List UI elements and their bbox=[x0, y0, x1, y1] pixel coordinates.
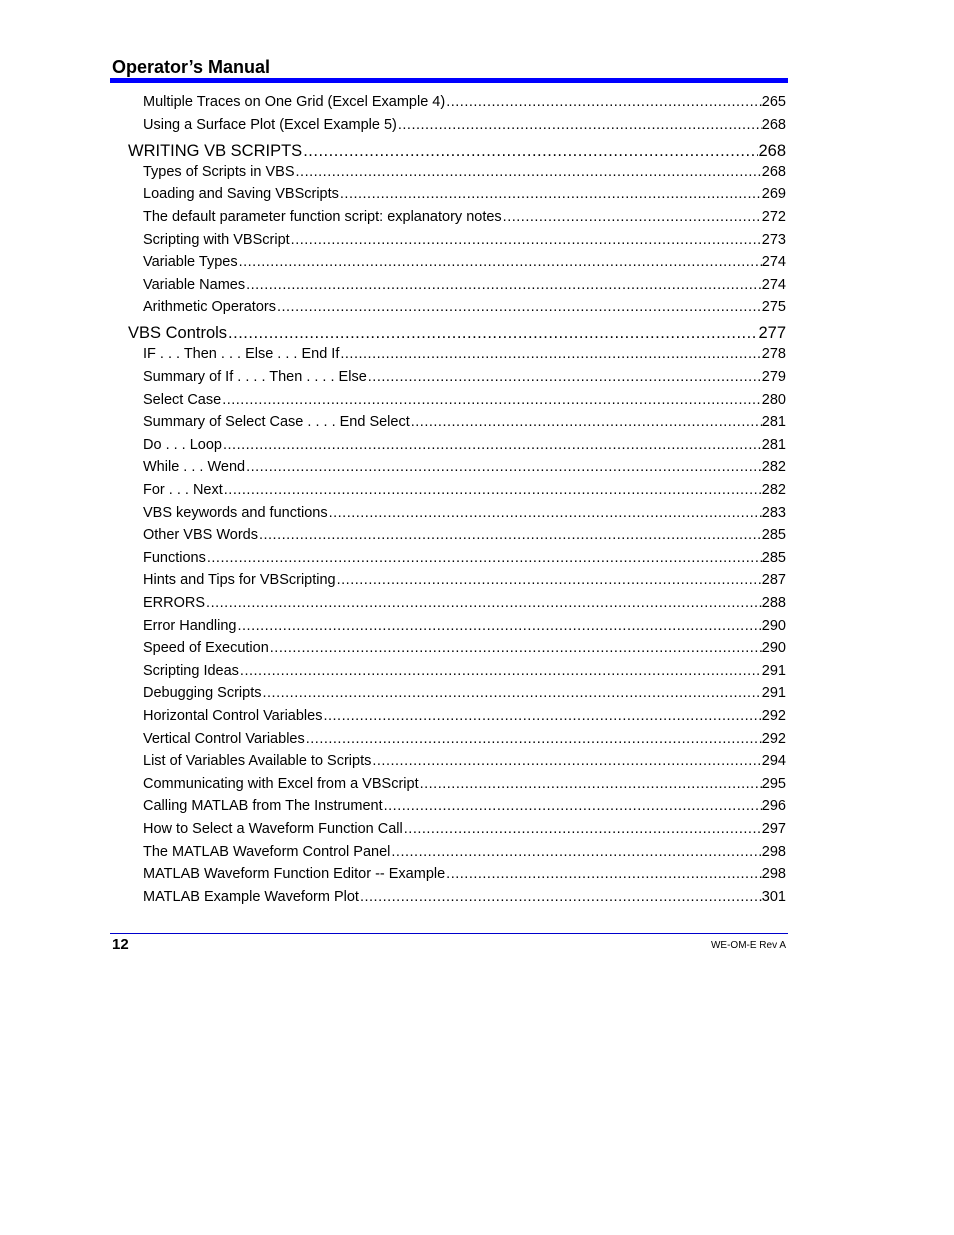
toc-dot-leader bbox=[390, 842, 761, 862]
toc-entry-label: MATLAB Example Waveform Plot bbox=[143, 889, 359, 905]
toc-entry-label: Arithmetic Operators bbox=[143, 299, 276, 315]
toc-entry[interactable] bbox=[143, 457, 786, 477]
toc-entry-page: 282 bbox=[761, 459, 786, 475]
toc-dot-leader bbox=[221, 390, 762, 410]
toc-entry[interactable] bbox=[143, 548, 786, 568]
toc-entry[interactable] bbox=[143, 774, 786, 794]
footer-rule bbox=[110, 933, 788, 934]
toc-entry-page: 290 bbox=[761, 640, 786, 656]
toc-dot-leader bbox=[245, 457, 762, 477]
toc-entry-label: VBS keywords and functions bbox=[143, 505, 328, 521]
toc-entry-label: The MATLAB Waveform Control Panel bbox=[143, 844, 391, 860]
toc-entry[interactable] bbox=[143, 887, 786, 907]
toc-entry[interactable] bbox=[143, 729, 786, 749]
toc-entry-label: While . . . Wend bbox=[143, 459, 246, 475]
toc-section-entry[interactable] bbox=[128, 140, 786, 162]
toc-entry-label: The default parameter function script: explanatory notes bbox=[143, 209, 502, 225]
toc-entry-page: 283 bbox=[761, 505, 786, 521]
toc-entry[interactable] bbox=[143, 344, 786, 364]
toc-entry-page: 268 bbox=[761, 164, 786, 180]
toc-dot-leader bbox=[410, 412, 762, 432]
toc-entry-page: 274 bbox=[761, 277, 786, 293]
toc-entry-page: 285 bbox=[761, 550, 786, 566]
toc-entry[interactable] bbox=[143, 819, 786, 839]
toc-entry-label: Do . . . Loop bbox=[143, 437, 222, 453]
toc-entry-page: 268 bbox=[761, 117, 786, 133]
header-rule bbox=[110, 78, 788, 83]
toc-entry-label: MATLAB Waveform Function Editor -- Example bbox=[143, 866, 446, 882]
toc-entry-label: List of Variables Available to Scripts bbox=[143, 753, 372, 769]
toc-entry-label: Types of Scripts in VBS bbox=[143, 164, 295, 180]
toc-entry-page: 265 bbox=[761, 94, 786, 110]
toc-entry[interactable] bbox=[143, 661, 786, 681]
toc-dot-leader bbox=[371, 751, 761, 771]
toc-entry-label: Communicating with Excel from a VBScript bbox=[143, 776, 419, 792]
toc-dot-leader bbox=[269, 638, 762, 658]
toc-dot-leader bbox=[258, 525, 762, 545]
toc-entry-label: Multiple Traces on One Grid (Excel Example 4) bbox=[143, 94, 446, 110]
toc-entry-label: Scripting with VBScript bbox=[143, 232, 290, 248]
toc-entry-label: Summary of Select Case . . . . End Select bbox=[143, 414, 410, 430]
toc-entry-label: WRITING VB SCRIPTS bbox=[128, 142, 303, 160]
toc-entry[interactable] bbox=[143, 706, 786, 726]
toc-entry-label: How to Select a Waveform Function Call bbox=[143, 821, 403, 837]
toc-dot-leader bbox=[445, 864, 762, 884]
toc-entry-page: 291 bbox=[761, 685, 786, 701]
toc-entry-page: 285 bbox=[761, 527, 786, 543]
toc-entry-page: 275 bbox=[761, 299, 786, 315]
toc-entry-label: Horizontal Control Variables bbox=[143, 708, 323, 724]
toc-entry-page: 301 bbox=[761, 889, 786, 905]
toc-entry[interactable] bbox=[143, 683, 786, 703]
toc-dot-leader bbox=[339, 344, 761, 364]
toc-entry[interactable] bbox=[143, 751, 786, 771]
toc-entry-page: 272 bbox=[761, 209, 786, 225]
toc-entry[interactable] bbox=[143, 275, 786, 295]
toc-entry-page: 291 bbox=[761, 663, 786, 679]
toc-dot-leader bbox=[383, 796, 762, 816]
toc-dot-leader bbox=[367, 367, 762, 387]
toc-entry-label: Using a Surface Plot (Excel Example 5) bbox=[143, 117, 397, 133]
toc-entry[interactable] bbox=[143, 184, 786, 204]
toc-entry-label: Select Case bbox=[143, 392, 222, 408]
toc-dot-leader bbox=[276, 297, 762, 317]
toc-dot-leader bbox=[238, 252, 762, 272]
toc-dot-leader bbox=[502, 207, 762, 227]
toc-dot-leader bbox=[445, 92, 762, 112]
toc-entry-page: 278 bbox=[761, 346, 786, 362]
toc-dot-leader bbox=[302, 140, 758, 162]
toc-entry[interactable] bbox=[143, 390, 786, 410]
toc-entry-page: 280 bbox=[761, 392, 786, 408]
toc-dot-leader bbox=[262, 683, 762, 703]
toc-dot-leader bbox=[290, 230, 762, 250]
footer-page-number: 12 bbox=[112, 936, 129, 953]
toc-entry[interactable] bbox=[143, 252, 786, 272]
toc-entry[interactable] bbox=[143, 570, 786, 590]
toc-dot-leader bbox=[322, 706, 761, 726]
toc-entry-page: 287 bbox=[761, 572, 786, 588]
toc-entry[interactable] bbox=[143, 616, 786, 636]
toc-entry[interactable] bbox=[143, 162, 786, 182]
toc-entry-label: Scripting Ideas bbox=[143, 663, 239, 679]
toc-entry-label: Loading and Saving VBScripts bbox=[143, 186, 339, 202]
toc-section-entry[interactable] bbox=[128, 322, 786, 344]
toc-entry-page: 298 bbox=[761, 844, 786, 860]
toc-entry-page: 269 bbox=[761, 186, 786, 202]
toc-entry-label: Calling MATLAB from The Instrument bbox=[143, 798, 383, 814]
toc-entry[interactable] bbox=[143, 525, 786, 545]
toc-dot-leader bbox=[339, 184, 762, 204]
toc-entry-label: Vertical Control Variables bbox=[143, 731, 305, 747]
toc-entry[interactable] bbox=[143, 297, 786, 317]
toc-entry-page: 279 bbox=[761, 369, 786, 385]
toc-entry-label: VBS Controls bbox=[128, 324, 228, 342]
toc-dot-leader bbox=[305, 729, 762, 749]
toc-entry-label: Variable Names bbox=[143, 277, 246, 293]
toc-dot-leader bbox=[222, 435, 762, 455]
toc-entry[interactable] bbox=[143, 480, 786, 500]
toc-entry-page: 281 bbox=[761, 437, 786, 453]
toc-entry[interactable] bbox=[143, 367, 786, 387]
toc-entry-page: 277 bbox=[758, 324, 786, 342]
toc-entry-page: 292 bbox=[761, 708, 786, 724]
toc-entry-label: Other VBS Words bbox=[143, 527, 258, 543]
toc-entry-page: 298 bbox=[761, 866, 786, 882]
toc-entry-page: 273 bbox=[761, 232, 786, 248]
toc-entry[interactable] bbox=[143, 842, 786, 862]
toc-dot-leader bbox=[223, 480, 762, 500]
toc-entry-page: 297 bbox=[761, 821, 786, 837]
toc-dot-leader bbox=[419, 774, 762, 794]
toc-entry[interactable] bbox=[143, 435, 786, 455]
toc-entry-label: Error Handling bbox=[143, 618, 237, 634]
toc-entry-label: Functions bbox=[143, 550, 206, 566]
toc-dot-leader bbox=[403, 819, 762, 839]
toc-entry-page: 290 bbox=[761, 618, 786, 634]
toc-dot-leader bbox=[239, 661, 762, 681]
toc-entry[interactable] bbox=[143, 864, 786, 884]
page-header-title: Operator’s Manual bbox=[112, 57, 271, 77]
toc-entry-label: ERRORS bbox=[143, 595, 206, 611]
toc-entry-page: 295 bbox=[761, 776, 786, 792]
toc-entry[interactable] bbox=[143, 796, 786, 816]
toc-entry[interactable] bbox=[143, 503, 786, 523]
toc-entry[interactable] bbox=[143, 593, 786, 613]
toc-dot-leader bbox=[359, 887, 762, 907]
toc-entry-page: 292 bbox=[761, 731, 786, 747]
toc-entry[interactable] bbox=[143, 638, 786, 658]
toc-dot-leader bbox=[245, 275, 762, 295]
toc-entry-page: 296 bbox=[761, 798, 786, 814]
toc-entry[interactable] bbox=[143, 207, 786, 227]
toc-entry-label: Debugging Scripts bbox=[143, 685, 262, 701]
toc-entry-label: For . . . Next bbox=[143, 482, 223, 498]
toc-dot-leader bbox=[227, 322, 758, 344]
toc-dot-leader bbox=[295, 162, 762, 182]
toc-entry-page: 274 bbox=[761, 254, 786, 270]
toc-entry-page: 294 bbox=[761, 753, 786, 769]
toc-dot-leader bbox=[336, 570, 762, 590]
toc-dot-leader bbox=[206, 548, 762, 568]
toc-entry-page: 268 bbox=[758, 142, 786, 160]
toc-dot-leader bbox=[237, 616, 762, 636]
toc-dot-leader bbox=[397, 115, 762, 135]
toc-entry[interactable] bbox=[143, 230, 786, 250]
toc-entry[interactable] bbox=[143, 92, 786, 112]
toc-entry-label: IF . . . Then . . . Else . . . End If bbox=[143, 346, 340, 362]
footer-document-id: WE-OM-E Rev A bbox=[710, 940, 786, 951]
toc-dot-leader bbox=[205, 593, 762, 613]
toc-entry[interactable] bbox=[143, 412, 786, 432]
toc-entry-label: Speed of Execution bbox=[143, 640, 269, 656]
toc-entry-label: Variable Types bbox=[143, 254, 238, 270]
toc-entry-label: Hints and Tips for VBScripting bbox=[143, 572, 336, 588]
toc-entry-label: Summary of If . . . . Then . . . . Else bbox=[143, 369, 367, 385]
toc-dot-leader bbox=[328, 503, 762, 523]
toc-entry-page: 281 bbox=[761, 414, 786, 430]
toc-entry-page: 288 bbox=[761, 595, 786, 611]
toc-entry-page: 282 bbox=[761, 482, 786, 498]
toc-entry[interactable] bbox=[143, 115, 786, 135]
